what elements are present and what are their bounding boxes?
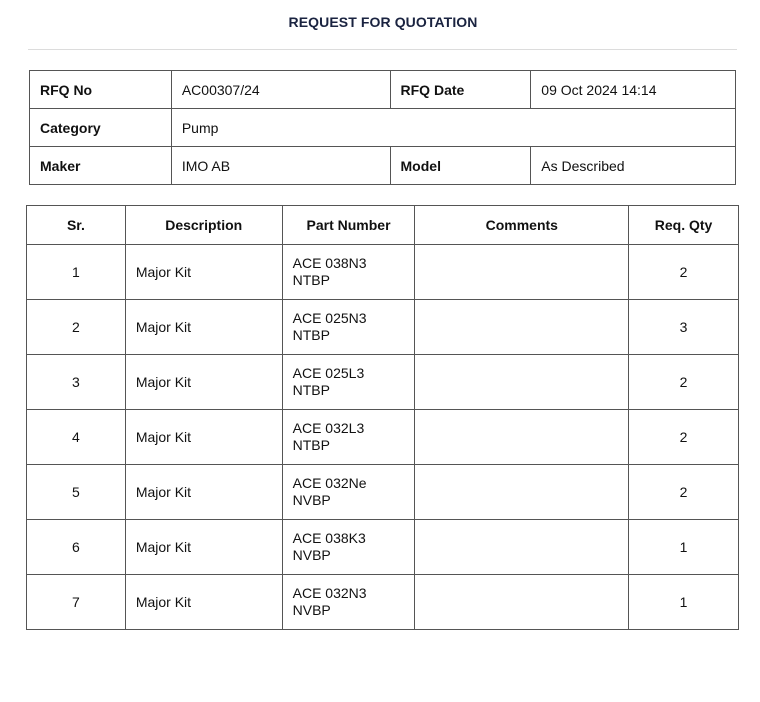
row-comments xyxy=(415,575,629,630)
row-part-number xyxy=(282,575,415,630)
row-part-number xyxy=(282,300,415,355)
page-title: REQUEST FOR QUOTATION xyxy=(288,14,478,30)
row-part-number xyxy=(282,355,415,410)
part-line-1: ACE 032Ne xyxy=(292,475,367,491)
part-line-1: ACE 032N3 xyxy=(292,585,367,601)
table-row xyxy=(27,300,739,355)
row-sr: 4 xyxy=(27,410,126,465)
rfq-no-label: RFQ No xyxy=(30,71,172,109)
row-qty: 2 xyxy=(629,355,739,410)
table-row xyxy=(27,465,739,520)
maker-value: IMO AB xyxy=(171,147,390,185)
info-row-category xyxy=(30,109,736,147)
table-row xyxy=(27,410,739,465)
table-row xyxy=(27,520,739,575)
part-line-1: ACE 038N3 xyxy=(292,255,367,271)
row-qty: 2 xyxy=(629,410,739,465)
items-table xyxy=(26,205,739,630)
header-part-number: Part Number xyxy=(282,206,415,245)
row-qty: 2 xyxy=(629,245,739,300)
row-comments xyxy=(415,245,629,300)
table-row xyxy=(27,575,739,630)
row-part-number xyxy=(282,465,415,520)
part-line-1: ACE 025N3 xyxy=(292,310,367,326)
row-qty: 1 xyxy=(629,575,739,630)
row-sr: 5 xyxy=(27,465,126,520)
row-comments xyxy=(415,410,629,465)
row-description: Major Kit xyxy=(125,575,282,630)
row-sr: 2 xyxy=(27,300,126,355)
header-sr: Sr. xyxy=(27,206,126,245)
row-description: Major Kit xyxy=(125,465,282,520)
row-description: Major Kit xyxy=(125,245,282,300)
rfq-date-label: RFQ Date xyxy=(390,71,531,109)
part-line-1: ACE 032L3 xyxy=(292,420,365,436)
row-description: Major Kit xyxy=(125,410,282,465)
row-comments xyxy=(415,355,629,410)
row-part-number xyxy=(282,410,415,465)
row-sr: 6 xyxy=(27,520,126,575)
category-value: Pump xyxy=(171,109,735,147)
table-row xyxy=(27,355,739,410)
row-description: Major Kit xyxy=(125,355,282,410)
part-line-1: ACE 025L3 xyxy=(292,365,365,381)
rfq-no-value: AC00307/24 xyxy=(171,71,390,109)
maker-label: Maker xyxy=(30,147,172,185)
row-sr: 1 xyxy=(27,245,126,300)
info-row-rfq xyxy=(30,71,736,109)
header-description: Description xyxy=(125,206,282,245)
part-line-2: NTBP xyxy=(292,327,330,343)
part-line-1: ACE 038K3 xyxy=(292,530,366,546)
row-qty: 2 xyxy=(629,465,739,520)
part-line-2: NVBP xyxy=(292,492,331,508)
header-comments: Comments xyxy=(415,206,629,245)
part-line-2: NVBP xyxy=(292,602,331,618)
part-line-2: NTBP xyxy=(292,437,330,453)
row-qty: 1 xyxy=(629,520,739,575)
part-line-2: NVBP xyxy=(292,547,331,563)
row-part-number xyxy=(282,520,415,575)
header-req-qty: Req. Qty xyxy=(629,206,739,245)
row-comments xyxy=(415,300,629,355)
model-value: As Described xyxy=(531,147,736,185)
rfq-info-table xyxy=(29,70,736,185)
row-description: Major Kit xyxy=(125,300,282,355)
part-line-2: NTBP xyxy=(292,272,330,288)
title-divider xyxy=(28,49,737,50)
model-label: Model xyxy=(390,147,531,185)
row-comments xyxy=(415,520,629,575)
row-part-number xyxy=(282,245,415,300)
part-line-2: NTBP xyxy=(292,382,330,398)
row-sr: 7 xyxy=(27,575,126,630)
rfq-date-value: 09 Oct 2024 14:14 xyxy=(531,71,736,109)
row-sr: 3 xyxy=(27,355,126,410)
row-description: Major Kit xyxy=(125,520,282,575)
row-comments xyxy=(415,465,629,520)
info-row-maker xyxy=(30,147,736,185)
row-qty: 3 xyxy=(629,300,739,355)
table-row xyxy=(27,245,739,300)
category-label: Category xyxy=(30,109,172,147)
items-header-row xyxy=(27,206,739,245)
